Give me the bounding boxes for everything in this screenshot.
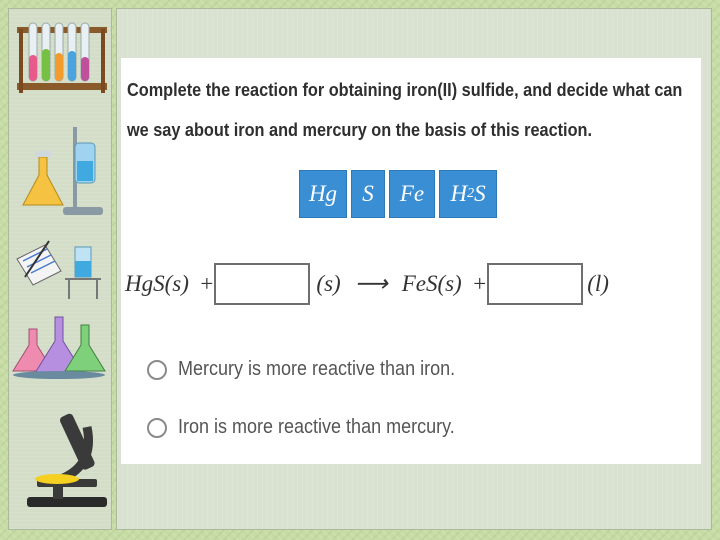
reaction-arrow: ⟶: [354, 271, 388, 296]
option-label: Iron is more reactive than mercury.: [178, 416, 455, 438]
tile-hg[interactable]: Hg: [299, 170, 347, 218]
question-panel: [121, 58, 701, 464]
flask-icon: [23, 127, 103, 215]
state-liquid: (l): [587, 271, 609, 296]
plus-sign: +: [198, 271, 215, 296]
question-text: [127, 70, 683, 150]
radio-button[interactable]: [147, 360, 167, 380]
question-line-2: we say about iron and mercury on the basis of this reaction.: [127, 119, 592, 140]
tile-fe[interactable]: Fe: [389, 170, 435, 218]
option-iron-more-reactive[interactable]: [147, 416, 486, 439]
test-tube-rack-icon: [17, 23, 107, 93]
product-fes: FeS(s): [401, 271, 462, 296]
reactant-hgs: HgS(s): [125, 271, 189, 296]
sidebar-decoration: [8, 8, 112, 530]
notebook-icon: [17, 241, 101, 299]
microscope-icon: [27, 412, 107, 507]
radio-button[interactable]: [147, 418, 167, 438]
reaction-equation: [125, 262, 609, 306]
drop-zone-reactant[interactable]: [214, 263, 310, 305]
option-label: Mercury is more reactive than iron.: [178, 358, 456, 380]
drop-zone-product[interactable]: [487, 263, 583, 305]
answer-tiles: [299, 170, 501, 218]
tile-h2s[interactable]: H 2 S: [439, 170, 497, 218]
state-solid: (s): [316, 271, 341, 296]
option-mercury-more-reactive[interactable]: [147, 358, 486, 381]
lab-illustrations: [9, 9, 113, 531]
flasks-icon: [13, 317, 105, 379]
question-line-1: Complete the reaction for obtaining iron(II) sulfide, and decide what can: [127, 79, 683, 100]
tile-s[interactable]: S: [351, 170, 385, 218]
plus-sign: +: [471, 271, 488, 296]
